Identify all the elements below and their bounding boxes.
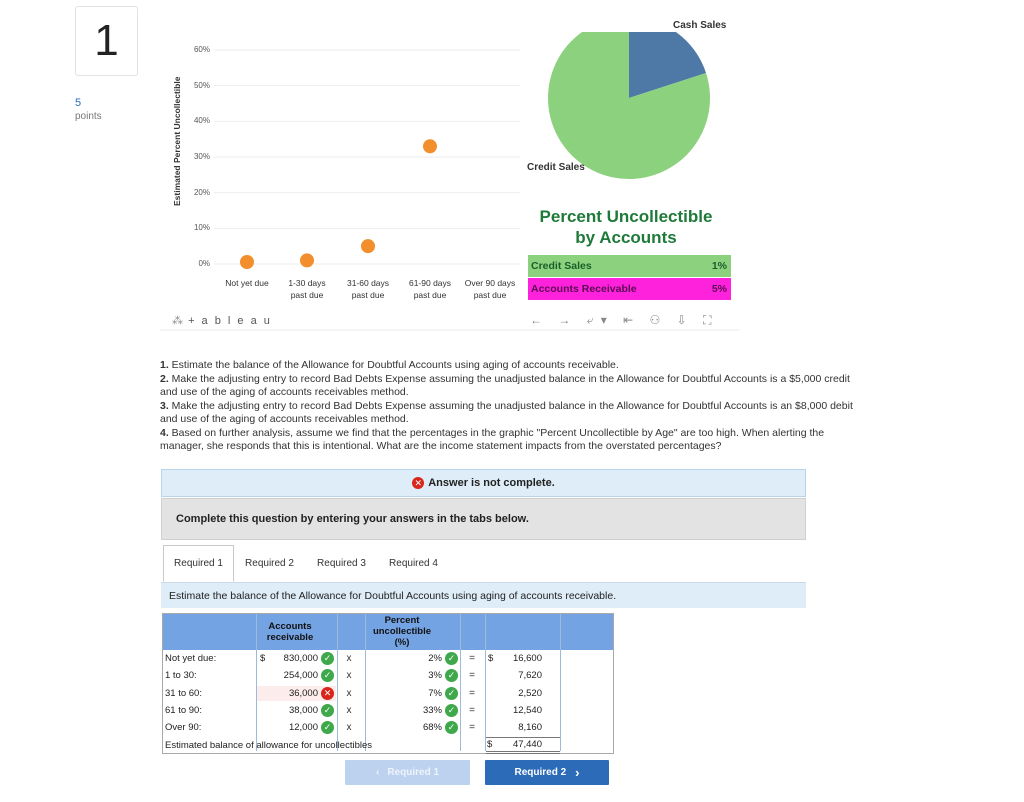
table-header [163, 614, 613, 650]
x-tick-label [461, 277, 519, 301]
equals-sign: = [469, 704, 475, 716]
dollar-sign: $ [488, 653, 494, 664]
viz-toolbar [530, 313, 724, 328]
answer-status-banner [161, 469, 806, 497]
y-tick-label: 20% [193, 187, 210, 197]
row-label: 31 to 60: [165, 687, 202, 699]
download-icon[interactable]: ⇩ [676, 313, 687, 327]
instruction-4-num: 4. [160, 426, 169, 439]
legend-ar-label: Accounts Receivable [531, 283, 637, 295]
allowance-result: 8,160 [518, 722, 542, 734]
points-indicator [75, 97, 102, 123]
header-pct-line1: Percent [384, 615, 420, 626]
x-tick-line2: past due [351, 290, 385, 300]
accounts-receivable-input[interactable]: 12,000 ✓ [257, 720, 336, 735]
total-value: 47,440 [512, 738, 542, 750]
x-tick-label [401, 277, 459, 301]
legend-ar-value: 5% [711, 283, 727, 295]
points-value: 5 [75, 97, 82, 109]
chevron-left-icon: ‹ [375, 767, 380, 778]
total-label: Estimated balance of allowance for uncollectibles [165, 739, 373, 751]
accounts-receivable-input[interactable]: 38,000 ✓ [257, 703, 336, 718]
reset-icon[interactable]: ⇤ [623, 313, 634, 327]
complete-prompt: Complete this question by entering your answers in the tabs below. [161, 498, 806, 540]
x-tick-line1: 61-90 days [408, 278, 452, 288]
tableau-plus-icon: ⁂ [172, 315, 183, 327]
x-tick-line2: past due [473, 290, 507, 300]
answer-status-text: Answer is not complete. [428, 477, 555, 489]
share-icon[interactable]: ⚇ [649, 313, 661, 327]
header-pct-line2: uncollectible [372, 626, 432, 637]
scatter-point[interactable] [300, 253, 314, 267]
y-tick-label: 30% [193, 152, 210, 161]
row-label: Not yet due: [165, 653, 217, 664]
header-pct-line3: (%) [394, 637, 410, 648]
question-number: 1 [75, 6, 138, 76]
header-percent-uncollectible [365, 615, 439, 648]
multiply-sign: x [346, 687, 352, 699]
correct-icon: ✓ [321, 704, 334, 717]
y-tick-label: 0% [198, 259, 210, 268]
equals-sign: = [469, 670, 475, 682]
correct-icon: ✓ [445, 652, 458, 665]
equals-sign: = [469, 722, 475, 734]
y-tick-label: 40% [193, 116, 210, 126]
multiply-sign: x [346, 704, 352, 716]
header-accounts-receivable: Accounts receivable [266, 621, 314, 643]
aging-table [162, 613, 614, 754]
x-tick-label [218, 277, 276, 289]
correct-icon: ✓ [321, 721, 334, 734]
total-row [163, 737, 613, 754]
x-tick-line1: Not yet due [225, 278, 269, 288]
legend-credit-sales[interactable] [528, 255, 731, 277]
tab-required-3[interactable]: Required 3 [317, 558, 366, 569]
correct-icon: ✓ [445, 704, 458, 717]
pie-title-line1: Percent Uncollectible [539, 207, 713, 226]
allowance-result: 7,620 [518, 670, 542, 682]
y-tick-label: 10% [193, 223, 210, 233]
scatter-point[interactable] [423, 139, 437, 153]
accounts-receivable-input[interactable]: 830,000 ✓ [257, 651, 336, 666]
question-instructions [160, 359, 870, 454]
table-row [163, 667, 613, 684]
y-axis-label: Estimated Percent Uncollectible [172, 76, 182, 206]
x-tick-line1: Over 90 days [464, 278, 516, 288]
percent-input[interactable]: 3% ✓ [366, 668, 460, 683]
dollar-sign: $ [260, 653, 266, 664]
incorrect-icon: ✕ [321, 687, 334, 700]
multiply-sign: x [346, 653, 352, 664]
x-tick-line2: past due [290, 290, 324, 300]
correct-icon: ✓ [321, 652, 334, 665]
accounts-receivable-input[interactable]: 254,000 ✓ [257, 668, 336, 683]
pie-label-credit-sales: Credit Sales [527, 162, 585, 173]
incorrect-icon: ✕ [412, 477, 424, 489]
tab-required-1[interactable]: Required 1 [163, 545, 234, 582]
pie-label-cash-sales: Cash Sales [673, 20, 727, 31]
instruction-3 [160, 400, 870, 427]
table-row [163, 719, 613, 736]
y-tick-label: 60% [193, 45, 210, 54]
allowance-result: 2,520 [518, 687, 542, 699]
redo-icon[interactable]: → [558, 313, 571, 327]
x-tick-label [278, 277, 336, 301]
x-tick-label [339, 277, 397, 301]
prev-required-button[interactable] [345, 760, 470, 785]
points-label: points [75, 111, 102, 122]
scatter-point[interactable] [361, 239, 375, 253]
x-tick-line2: past due [413, 290, 447, 300]
pie-title-line2: by Accounts [575, 228, 677, 247]
row-label: 1 to 30: [165, 670, 197, 682]
percent-input[interactable]: 68% ✓ [366, 720, 460, 735]
percent-input[interactable]: 7% ✓ [366, 686, 460, 701]
correct-icon: ✓ [321, 669, 334, 682]
multiply-sign: x [346, 670, 352, 682]
instruction-1 [160, 359, 870, 373]
allowance-result: 16,600 [512, 653, 542, 664]
instruction-4-text: Based on further analysis, assume we find that the percentages in the graphic "Percent Uncollectible by Age" are too high. When alerting the manager, she responds that this is intentional. What are the income statement impacts from the overstated percentages? [160, 426, 825, 452]
table-row [163, 685, 613, 702]
x-tick-line1: 1-30 days [288, 278, 326, 288]
tab-required-4[interactable]: Required 4 [389, 558, 438, 569]
table-row [163, 702, 613, 719]
next-required-button[interactable] [485, 760, 609, 785]
legend-credit-value: 1% [711, 260, 727, 272]
y-tick-label: 50% [193, 80, 210, 90]
correct-icon: ✓ [445, 669, 458, 682]
chevron-right-icon: › [575, 765, 580, 780]
instruction-1-num: 1. [160, 359, 169, 371]
undo-icon[interactable]: ← [530, 313, 542, 327]
next-required-label: Required 2 [514, 767, 567, 778]
tableau-logo[interactable] [172, 314, 272, 327]
tab-required-2[interactable]: Required 2 [245, 558, 294, 569]
tab-instruction: Estimate the balance of the Allowance for Doubtful Accounts using aging of accounts receivable. [161, 582, 806, 608]
revert-dropdown-icon[interactable]: ▾ [600, 313, 607, 327]
instruction-3-text: Make the adjusting entry to record Bad Debts Expense assuming the unadjusted balance in the Allowance for Doubtful Accounts is an $8,000 debit and use of the aging of accounts receivables method. [160, 399, 853, 425]
instruction-2-num: 2. [160, 372, 169, 385]
instruction-2-text: Make the adjusting entry to record Bad Debts Expense assuming the unadjusted balance in the Allowance for Doubtful Accounts is a $5,000 credit and use of the aging of accounts receivables method. [160, 372, 850, 398]
instruction-2 [160, 373, 870, 400]
equals-sign: = [469, 687, 475, 699]
correct-icon: ✓ [445, 721, 458, 734]
row-label: 61 to 90: [165, 704, 202, 716]
scatter-point[interactable] [240, 255, 254, 269]
tableau-wordmark: + a b l e a u [188, 315, 272, 327]
dollar-sign: $ [487, 738, 493, 750]
instruction-4 [160, 427, 870, 454]
total-cell [486, 737, 560, 754]
percent-input[interactable]: 33% ✓ [366, 703, 460, 718]
instruction-3-num: 3. [160, 399, 169, 412]
revert-icon[interactable]: ⤶ [586, 313, 594, 327]
equals-sign: = [469, 653, 475, 664]
percent-input[interactable]: 2% ✓ [366, 651, 460, 666]
legend-accounts-receivable[interactable] [528, 278, 731, 300]
x-tick-line1: 31-60 days [346, 278, 390, 288]
table-row [163, 650, 613, 667]
instruction-1-text: Estimate the balance of the Allowance for Doubtful Accounts using aging of accounts receivable. [168, 359, 619, 371]
multiply-sign: x [346, 722, 352, 734]
accounts-receivable-input[interactable]: 36,000 ✕ [257, 686, 336, 701]
allowance-result: 12,540 [512, 704, 542, 716]
legend-credit-label: Credit Sales [531, 260, 592, 272]
prev-required-label: Required 1 [387, 767, 440, 778]
row-label: Over 90: [165, 722, 202, 734]
fullscreen-icon[interactable]: ⛶ [703, 313, 712, 327]
pie-title [526, 206, 726, 248]
correct-icon: ✓ [445, 687, 458, 700]
